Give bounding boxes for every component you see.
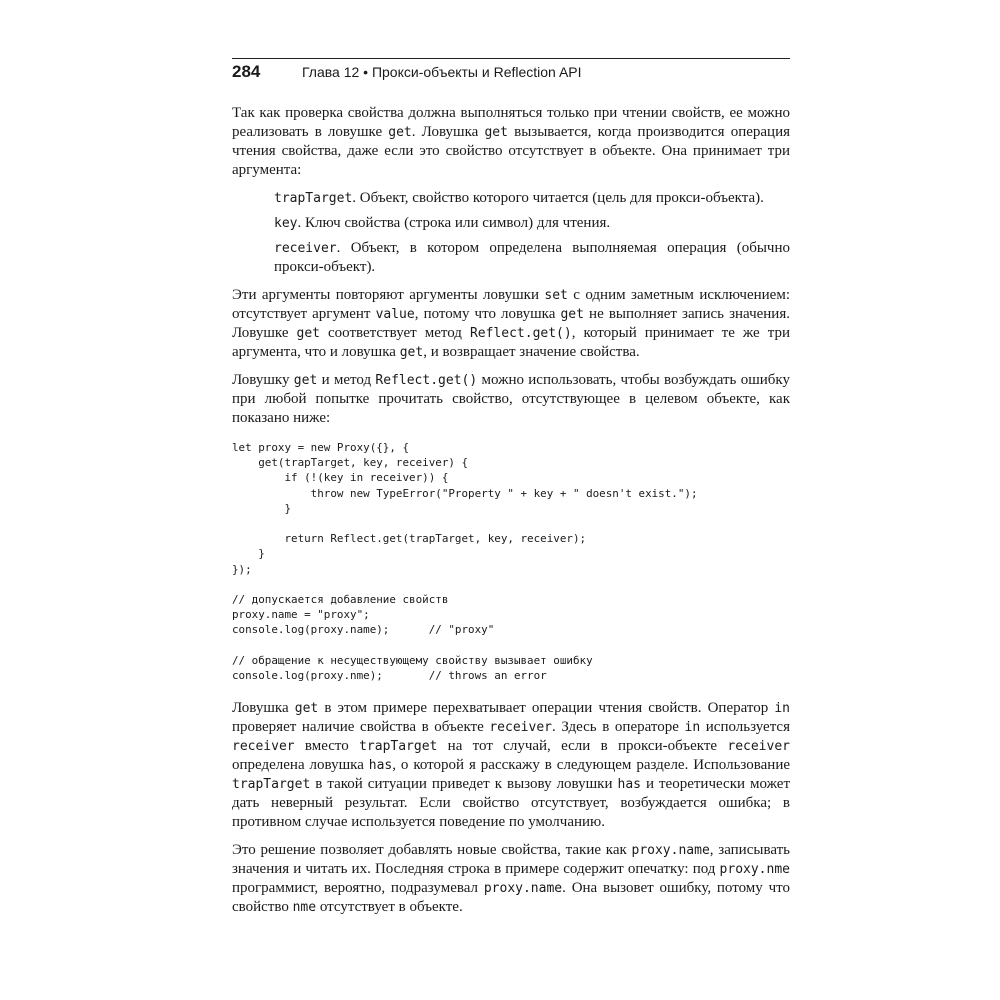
text: можно использовать, чтобы возбуждать ошибку при любой попытке прочитать свойство, отсутствующее в целевом объекте, как показано ниже: [232,372,790,426]
text: , записывать значения и читать их. Последняя строка в примере содержит опечатку: под [232,842,790,878]
text: Ловушка [232,700,295,717]
code-line: if (!(key in receiver)) { [232,471,449,485]
inline-code: receiver [727,739,790,755]
code-line: console.log(proxy.name); // "proxy" [232,623,495,637]
inline-code: get [484,125,508,140]
argument-item [274,214,790,233]
text: в такой ситуации приведет к вызову ловушки [310,776,618,793]
text: Так как проверка свойства должна выполняться только при чтении свойств, ее можно реализовать в ловушке [232,105,790,140]
code-line: throw new TypeError("Property " + key + " doesn't exist."); [232,486,698,500]
code-line: // обращение к несуществующему свойству вызывает ошибку [232,653,593,667]
argument-list [232,189,790,277]
text: и метод [317,372,376,388]
inline-code: has [368,758,393,774]
inline-code: get [293,373,318,388]
inline-code: value [375,307,415,322]
inline-code: proxy.name [631,843,710,859]
text: . Ловушка [411,124,485,140]
argument-term: key [274,216,298,231]
code-line: } [232,547,265,561]
inline-code: has [617,777,641,793]
inline-code: get [388,125,412,140]
text: . Она вызовет ошибку, потому что свойство [232,880,790,916]
inline-code: get [560,307,584,322]
text: , и возвращает значение свойства. [423,344,640,360]
inline-code: get [294,701,319,717]
paragraph-2 [232,286,790,362]
code-line: get(trapTarget, key, receiver) { [232,456,469,470]
text: отсутствует в объекте. [316,899,463,916]
text: на тот случай, если в прокси-объекте [437,738,728,755]
code-line: }); [232,562,252,576]
text: определена ловушка [232,757,369,774]
inline-code: proxy.nme [719,862,790,878]
paragraph-3 [232,371,790,428]
inline-code: in [684,720,701,736]
inline-code: set [544,288,568,303]
argument-term: receiver [274,241,337,256]
inline-code: receiver [232,739,295,755]
code-line [232,516,790,531]
code-line: } [232,501,292,515]
text: Это решение позволяет добавлять новые свойства, такие как [232,842,632,859]
argument-description: . Ключ свойства (строка или символ) для чтения. [297,215,611,231]
inline-code: in [774,701,790,717]
inline-code: trapTarget [232,777,311,793]
code-listing [232,440,790,683]
text: вместо [294,738,360,755]
inline-code: proxy.name [483,881,563,897]
inline-code: Reflect.get() [469,326,572,341]
page-body [232,104,790,926]
inline-code: Reflect.get() [375,373,478,388]
text: Эти аргументы повторяют аргументы ловушки [232,287,545,303]
inline-code: receiver [489,720,552,736]
argument-item [274,189,790,208]
code-line: console.log(proxy.nme); // throws an error [232,669,547,682]
argument-term: trapTarget [274,191,353,206]
text: с одним заметным исключением: отсутствует аргумент [232,287,790,322]
argument-item [274,239,790,277]
paragraph-1 [232,104,790,180]
code-line [232,638,790,653]
inline-code: trapTarget [359,739,438,755]
inline-code: get [399,345,424,360]
text: Ловушку [232,372,294,388]
page-number: 284 [232,62,261,81]
inline-code: nme [292,900,317,916]
paragraph-4 [232,699,790,832]
argument-description: . Объект, в котором определена выполняемая операция (обычно прокси-объект). [274,240,790,275]
text: и теоретически может дать неверный результат. Если свойство отсутствует, возбуждается ошибка; в противном случае используется поведение по умолчанию. [232,776,790,831]
code-line [232,577,790,592]
text: соответствует метод [320,325,470,341]
text: , который принимает те же три аргумента, что и ловушка [232,325,790,360]
text: вызывается, когда производится операция чтения свойства, даже если это свойство отсутствует в объекте. Она принимает три аргумента: [232,124,790,178]
text: не выполняет запись значения. Ловушке [232,306,790,341]
text: в этом примере перехватывает операции чтения свойств. Оператор [318,700,775,717]
code-line: let proxy = new Proxy({}, { [232,441,410,454]
inline-code: get [296,326,320,341]
text: проверяет наличие свойства в объекте [232,719,490,736]
paragraph-5 [232,841,790,917]
header-rule [232,58,790,59]
code-line: // допускается добавление свойств [232,593,449,606]
text: , потому что ловушка [414,306,561,322]
text: . Здесь в операторе [551,719,685,736]
text: используется [700,719,790,736]
code-line: proxy.name = "proxy"; [232,608,370,622]
text: программист, вероятно, подразумевал [232,880,484,897]
code-line: return Reflect.get(trapTarget, key, receiver); [232,532,587,546]
argument-description: . Объект, свойство которого читается (цель для прокси-объекта). [352,190,764,206]
running-head: Глава 12 • Прокси-объекты и Reflection API [302,64,582,80]
text: , о которой я расскажу в следующем разделе. Использование [392,757,791,774]
